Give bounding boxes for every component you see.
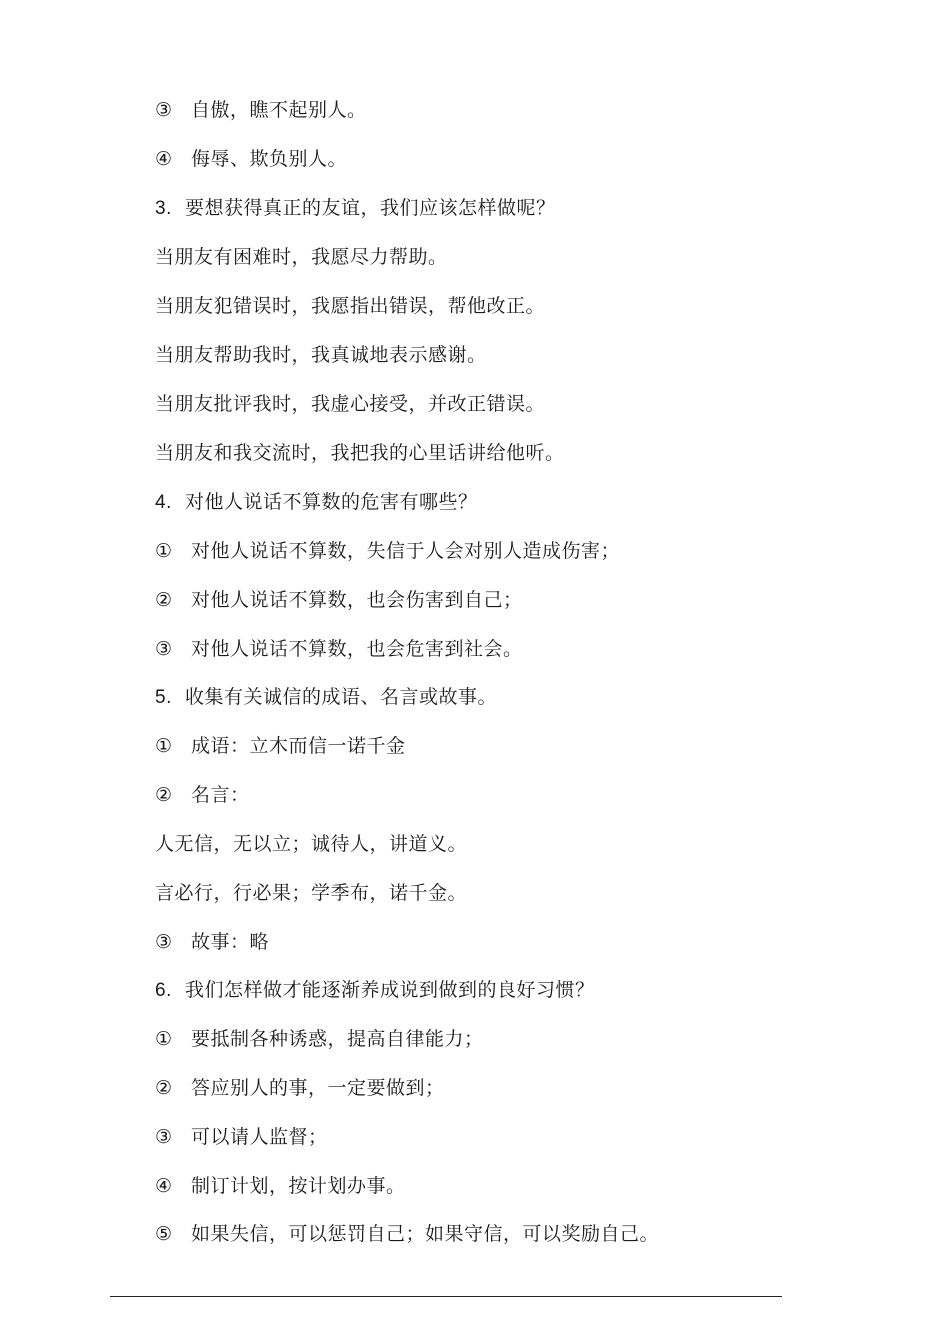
line-text: 当朋友批评我时，我虚心接受，并改正错误。 bbox=[155, 393, 546, 415]
question-number: 6. bbox=[155, 980, 172, 1001]
list-item bbox=[155, 1124, 328, 1150]
line-text: 对他人说话不算数，也会危害到社会。 bbox=[191, 638, 523, 660]
list-marker: ③ bbox=[155, 99, 173, 121]
list-marker: ① bbox=[155, 735, 173, 757]
list-item bbox=[155, 929, 269, 955]
footer-divider bbox=[110, 1296, 782, 1297]
list-item bbox=[155, 782, 250, 808]
line-text: 制订计划，按计划办事。 bbox=[191, 1175, 406, 1197]
line-text: 对他人说话不算数，失信于人会对别人造成伤害； bbox=[191, 540, 621, 562]
paragraph-line bbox=[155, 391, 545, 417]
question-heading bbox=[155, 195, 556, 222]
list-marker: ① bbox=[155, 540, 173, 562]
list-marker: ② bbox=[155, 1077, 173, 1099]
list-marker: ④ bbox=[155, 148, 173, 170]
line-text: 当朋友和我交流时，我把我的心里话讲给他听。 bbox=[155, 442, 565, 464]
question-text: 收集有关诚信的成语、名言或故事。 bbox=[185, 686, 498, 708]
line-text: 侮辱、欺负别人。 bbox=[191, 148, 348, 170]
line-text: 如果失信，可以惩罚自己；如果守信，可以奖励自己。 bbox=[191, 1223, 660, 1245]
paragraph-line bbox=[155, 880, 467, 906]
question-text: 要想获得真正的友谊，我们应该怎样做呢？ bbox=[185, 197, 556, 219]
list-marker: ④ bbox=[155, 1175, 173, 1197]
list-item bbox=[155, 1221, 659, 1247]
question-number: 3. bbox=[155, 198, 172, 219]
list-marker: ③ bbox=[155, 638, 173, 660]
question-text: 对他人说话不算数的危害有哪些？ bbox=[185, 491, 478, 513]
line-text: 名言： bbox=[191, 784, 250, 806]
paragraph-line bbox=[155, 440, 565, 466]
line-text: 当朋友有困难时，我愿尽力帮助。 bbox=[155, 246, 448, 268]
question-heading bbox=[155, 684, 497, 711]
line-text: 当朋友犯错误时，我愿指出错误，帮他改正。 bbox=[155, 295, 546, 317]
list-marker: ② bbox=[155, 589, 173, 611]
list-marker: ① bbox=[155, 1028, 173, 1050]
line-text: 要抵制各种诱惑，提高自律能力； bbox=[191, 1028, 484, 1050]
line-text: 当朋友帮助我时，我真诚地表示感谢。 bbox=[155, 344, 487, 366]
list-marker: ② bbox=[155, 784, 173, 806]
list-item bbox=[155, 1075, 445, 1101]
line-text: 自傲，瞧不起别人。 bbox=[191, 99, 367, 121]
question-text: 我们怎样做才能逐渐养成说到做到的良好习惯？ bbox=[185, 979, 595, 1001]
question-number: 4. bbox=[155, 492, 172, 513]
list-item bbox=[155, 587, 523, 613]
list-item bbox=[155, 97, 367, 123]
question-heading bbox=[155, 489, 478, 516]
paragraph-line bbox=[155, 244, 448, 270]
list-item bbox=[155, 1026, 484, 1052]
list-item bbox=[155, 1173, 406, 1199]
list-item bbox=[155, 538, 620, 564]
line-text: 言必行，行必果；学季布，诺千金。 bbox=[155, 882, 468, 904]
line-text: 故事：略 bbox=[191, 931, 270, 953]
list-item bbox=[155, 733, 406, 759]
list-item bbox=[155, 636, 523, 662]
list-marker: ③ bbox=[155, 1126, 173, 1148]
line-text: 可以请人监督； bbox=[191, 1126, 328, 1148]
list-item bbox=[155, 146, 347, 172]
list-marker: ⑤ bbox=[155, 1223, 173, 1245]
line-text: 答应别人的事，一定要做到； bbox=[191, 1077, 445, 1099]
paragraph-line bbox=[155, 293, 545, 319]
line-text: 对他人说话不算数，也会伤害到自己； bbox=[191, 589, 523, 611]
paragraph-line bbox=[155, 342, 487, 368]
list-marker: ③ bbox=[155, 931, 173, 953]
question-heading bbox=[155, 977, 595, 1004]
line-text: 成语：立木而信一诺千金 bbox=[191, 735, 406, 757]
line-text: 人无信，无以立；诚待人，讲道义。 bbox=[155, 833, 468, 855]
question-number: 5. bbox=[155, 687, 172, 708]
paragraph-line bbox=[155, 831, 467, 857]
